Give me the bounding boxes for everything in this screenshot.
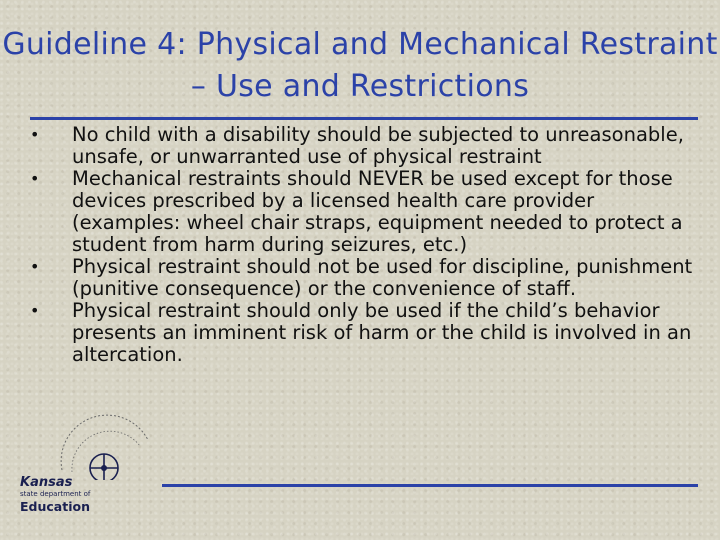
title-divider [30,117,698,120]
bullet-item [22,300,702,366]
ksde-logo [14,400,164,520]
bullet-text: No child with a disability should be subjected to unreasonable, unsafe, or unwarranted use of physical restraint [72,123,684,168]
logo-agency-text: state department of [20,490,91,498]
bullet-icon: • [30,125,40,144]
logo-education-text: Education [20,499,90,514]
logo-kansas-text: Kansas [20,475,73,490]
bullet-item [22,256,702,300]
bullet-item [22,168,702,256]
bullet-icon: • [30,257,40,276]
slide-title: Guideline 4: Physical and Mechanical Restraint – Use and Restrictions [2,27,718,104]
logo-emblem-icon [44,400,164,480]
bullet-text: Physical restraint should not be used for discipline, punishment (punitive consequence) or the convenience of staff. [72,255,693,300]
footer-divider [162,484,698,487]
bullet-list [22,124,702,366]
bullet-item [22,124,702,168]
bullet-text: Mechanical restraints should NEVER be used except for those devices prescribed by a licensed health care provider (examples: wheel chair straps, equipment needed to protect a student from harm during seizures, etc.) [72,167,683,256]
bullet-icon: • [30,301,40,320]
bullet-text: Physical restraint should only be used if the child’s behavior presents an imminent risk of harm or the child is involved in an altercation. [72,299,692,366]
bullet-icon: • [30,169,40,188]
